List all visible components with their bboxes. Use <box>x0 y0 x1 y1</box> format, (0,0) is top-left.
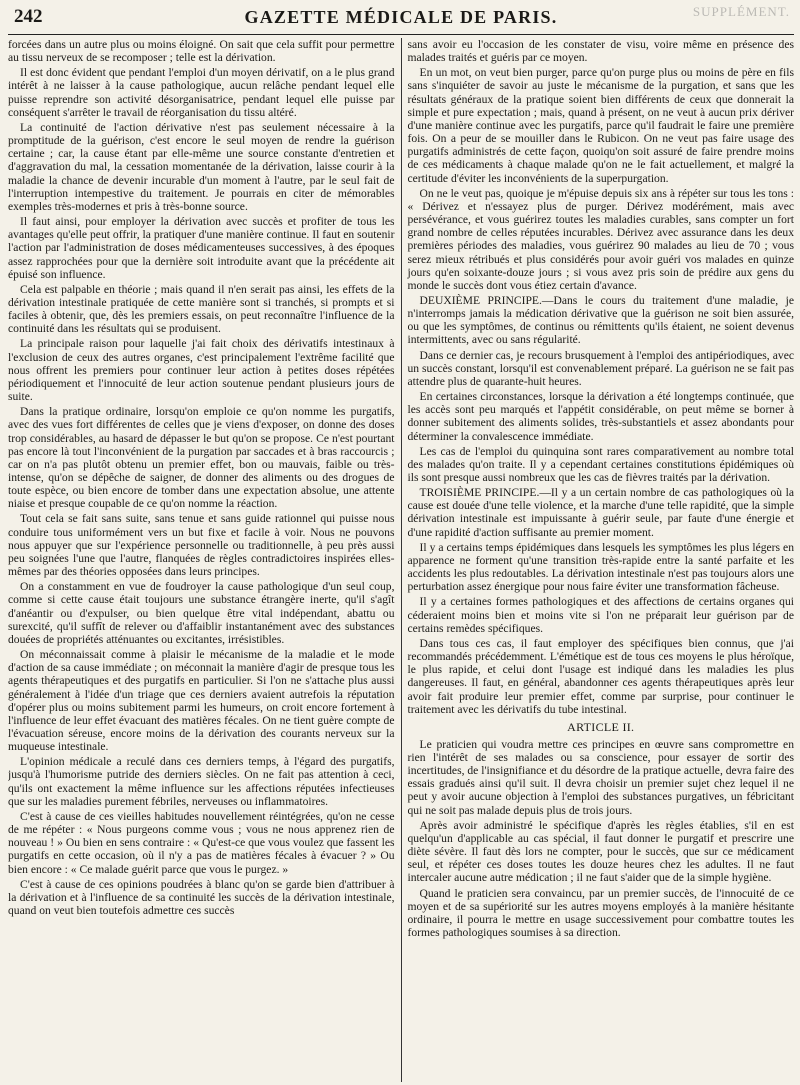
section-troisieme-principe: TROISIÈME PRINCIPE.—Il y a un certain nombre de cas pathologiques où la cause est douée d'une telle violence, et la marche d'une telle rapidité, que la simple dérivation intestinale est impuissante à guérir seule, par faute d'une énergie et d'une rapidité d'action suffisante au premier moment. <box>407 486 794 539</box>
paragraph: Il y a certaines formes pathologiques et des affections de certains organes qui céderaient moins bien et moins vite si l'on ne préparait leur guérison par de certains remèdes spécifiques. <box>407 595 794 635</box>
paragraph: On méconnaissait comme à plaisir le mécanisme de la maladie et le mode d'action de sa cause immédiate ; on méconnait la manière d'agir de presque tous les agents thérapeutiques et des purgatifs en particulier. Si l'on ne s'attache plus aussi généralement à l'idée d'un triage que ces derniers avaient autrefois la réputation d'opérer plus ou moins subitement parmi les humeurs, on croit encore fortement à l'influence de leur effet évacuant des matières fécales. On ne tient guère compte de l'évacuation séreuse, encore moins de la dérivation des courants nerveux sur la muqueuse intestinale. <box>8 648 395 754</box>
right-column <box>402 38 795 1082</box>
paragraph: Après avoir administré le spécifique d'après les règles établies, s'il en est quelqu'un d'applicable au cas spécial, il faut donner le purgatif et prescrire une diète sévère. Il faut dès lors ne compter, pour le succès, que sur ce médicament seul, et répéter ces doses toutes les douze heures chez les adultes. Il ne faut intercaler aucune autre médication ; il ne faut s'aider que de la simple hygiène. <box>407 818 794 885</box>
paragraph: Dans la pratique ordinaire, lorsqu'on emploie ce qu'on nomme les purgatifs, avec des vues fort différentes de celles que je viens d'exposer, on donne des doses trop considérables, au hasard de dépasser le but qu'on se propose. Ce n'est pourtant pas encore là tout l'inconvénient de la purgation par saccades et à bras raccourcis ; car on n'a pas plutôt obtenu un premier effet, bon ou mauvais, faible ou très-intense, qu'on se dépêche de saigner, de donner des aliments ou des drogues de toute espèce, ou bien encore de tomber dans une expectation absolue, une attente niaise et presque coupable de ce qu'on nomme la réaction. <box>8 405 395 511</box>
paragraph: La principale raison pour laquelle j'ai fait choix des dérivatifs intestinaux à l'exclusion de ceux des autres organes, c'est principalement l'extrême facilité que nous offrent les premiers pour continuer leur action à petites doses répétées périodiquement et l'innocuité de leur action soutenue pendant plusieurs jours de suite. <box>8 337 395 404</box>
article-heading: ARTICLE II. <box>567 719 635 734</box>
paragraph: L'opinion médicale a reculé dans ces derniers temps, à l'égard des purgatifs, jusqu'à l'humorisme putride des derniers siècles. On ne fait pas attention à ceci, qu'ils ont exactement la même influence sur les affections réputées infectieuses que sur les maladies purement fébriles, nerveuses ou inflammatoires. <box>8 755 395 808</box>
paragraph: C'est à cause de ces vieilles habitudes nouvellement réintégrées, qu'on ne cesse de me répéter : « Nous purgeons comme vous ; vous ne nous apprenez rien de nouveau ! » Ou bien en sens contraire : « Qu'est-ce que vous voulez que fassent les purgatifs en cette occasion, où il n'y a pas de matières fécales à évacuer ? » Ou bien encore : « Ce malade guérit parce que vous le purgez. » <box>8 809 395 876</box>
left-column <box>8 38 401 1082</box>
paragraph: Il est donc évident que pendant l'emploi d'un moyen dérivatif, on a le plus grand intérêt à ne laisser à la cause pathologique, aucun relâche pendant lequel elle puisse reprendre son activité désorganisatrice, pendant lequel elle puisse par conséquent s'arrêter le travail de réorganisation du tissu altéré. <box>8 66 395 119</box>
paragraph: En certaines circonstances, lorsque la dérivation a été longtemps continuée, que les accès sont peu marqués et l'appétit considérable, on peut même se borner à donner subitement des aliments solides, très-substantiels et assez abondants pour déterminer la convalescence immédiate. <box>407 390 794 443</box>
paragraph: Dans tous ces cas, il faut employer des spécifiques bien connus, que j'ai recommandés précédemment. L'émétique est de tous ces moyens le plus héroïque, le plus rapide, et celui dont l'usage est indiqué dans les maladies les plus dangereuses. Il faut, en général, abandonner ces agents thérapeutiques après leur avoir fait produire leur premier effet, comme par surprise, pour continuer le traitement avec les dérivatifs du tube intestinal. <box>407 636 794 716</box>
paragraph: On a constamment en vue de foudroyer la cause pathologique d'un seul coup, comme si cette cause était toujours une substance étrangère inerte, qu'il s'agît d'anéantir ou d'expulser, ou bien quelque être vital indépendant, abattu ou surexcité, qu'il suffît de relever ou d'affaiblir instantanément avec des substances douées de propriétés atténuantes ou excitantes, irrésistibles. <box>8 580 395 646</box>
paragraph: Le praticien qui voudra mettre ces principes en œuvre sans compromettre en rien l'intérêt de ses malades ou sa conscience, pour essayer de sortir des incertitudes, de l'insignifiance et du désordre de la pratique actuelle, devra faire des essais gradués ainsi qu'il suit. Il devra choisir un premier sujet chez lequel il ne peut y avoir aucune objection à l'emploi des substances purgatives, un fébricitant qui ne soit pas malade depuis plus de trois jours. <box>407 737 794 817</box>
paragraph: La continuité de l'action dérivative n'est pas seulement nécessaire à la promptitude de la guérison, c'est encore le seul moyen de rendre la guérison certaine ; car, la cause étant par elle-même une source constante d'entretien et d'aggravation du mal, la cessation momentanée de la dérivation, laisse courir à la maladie la chance de devenir incurable d'un moment à l'autre, par le seul fait de l'interruption intempestive du traitement. Je pourrais en citer de mémorables exemples très-modernes et pris à très-bonne source. <box>8 120 395 213</box>
running-head-showthrough: SUPPLÉMENT. <box>692 4 790 19</box>
paragraph: forcées dans un autre plus ou moins éloigné. On sait que cela suffit pour permettre au tissu nerveux de se recomposer ; telle est la dérivation. <box>8 38 395 65</box>
paragraph: Quand le praticien sera convaincu, par un premier succès, de l'innocuité de ce moyen et de sa supériorité sur les autres moyens employés à la manière hésitante ordinaire, il pourra le mettre en usage successivement pour combattre toutes les formes pathologiques soumises à sa direction. <box>407 886 794 939</box>
paragraph: En un mot, on veut bien purger, parce qu'on purge plus ou moins de père en fils sans s'inquiéter de savoir au juste le mécanisme de la purgation, et sans que les résultats généraux de la pratique soient bien différents de ceux que donnerait la simple et pure expectation ; mais, quand à présent, on ne veut à aucun prix dériver d'une manière continue avec les purgatifs, parce qu'il faudrait le faire une première fois. On a peur de se mouiller dans le Rubicon. On ne veut pas faire usage des purgatifs administrés de cette façon, quoiqu'on soit assuré de faire prendre moins de ces médicaments à chaque malade qu'on ne le fait actuellement, et malgré la certitude d'éviter les inconvénients de la superpurgation. <box>407 66 794 185</box>
paragraph: On ne le veut pas, quoique je m'épuise depuis six ans à répéter sur tous les tons : « Dérivez et n'essayez plus de purger. Dérivez modérément, mais avec persévérance, et vous guérirez toutes les maladies curables, sans compter un fort grand nombre de celles réputées incurables. Dérivez avec assurance dans les deux premières périodes des maladies, vous guérirez 90 malades au lieu de 70 ; vous serez mieux rétribués et plus considérés pour avoir guéri vos malades en quinze jours qu'en soixante-douze jours ; si vous avez pris soin de prédire aux gens du monde le succès dont vous étiez certain d'avance. <box>407 186 794 292</box>
page-header <box>8 0 794 35</box>
paragraph: C'est à cause de ces opinions poudrées à blanc qu'on se garde bien d'attribuer à la dérivation et à l'influence de sa continuité les succès de la dérivation intestinale, quand on veut bien toutefois admettre ces succès <box>8 877 395 917</box>
paragraph: Les cas de l'emploi du quinquina sont rares comparativement au nombre total des malades qu'on traite. Il y a cependant certaines constitutions épidémiques où ils sont presque aussi nombreux que les cas de fièvres traités par la dérivation. <box>407 444 794 484</box>
journal-title: GAZETTE MÉDICALE DE PARIS. <box>244 6 558 27</box>
paragraph: Il y a certains temps épidémiques dans lesquels les symptômes les plus légers en apparence ne forment qu'une transition très-rapide entre la santé parfaite et les accidents les plus redoutables. La dérivation intestinale n'est pas toujours alors une perturbation assez énergique pour nous faire éviter une transformation fâcheuse. <box>407 540 794 594</box>
paragraph: Dans ce dernier cas, je recours brusquement à l'emploi des antipériodiques, avec un succès constant, lorsqu'il est convenablement préparé. La guérison ne se fait pas attendre plus de quarante-huit heures. <box>407 348 794 388</box>
paragraph: sans avoir eu l'occasion de les constater de visu, voire même en présence des malades traités et guéris par ce moyen. <box>407 38 794 65</box>
page-number: 242 <box>14 6 43 27</box>
paragraph: Il faut ainsi, pour employer la dérivation avec succès et profiter de tous les avantages qu'elle peut offrir, la pratiquer d'une manière continue. Il faut en soutenir l'action par l'administration de doses médicamenteuses successives, à des époques assez rapprochées pour que la dernière soit introduite avant que la précédente ait épuisé son influence. <box>8 215 395 281</box>
paragraph: Cela est palpable en théorie ; mais quand il n'en serait pas ainsi, les effets de la dérivation intestinale pratiquée de cette manière sont si tranchés, si prompts et si faciles à obtenir, que, dès les premiers essais, on peut reconnaître l'influence de la continuité dans les résultats qui se produisent. <box>8 282 395 336</box>
section-deuxieme-principe: DEUXIÈME PRINCIPE.—Dans le cours du traitement d'une maladie, je n'interromps jamais la médication dérivative que la guérison ne soit bien assurée, ou que les symptômes, de continus ou rémittents qu'ils étaient, ne soient devenus intermittents, avec ou sans régularité. <box>407 293 794 347</box>
paragraph: Tout cela se fait sans suite, sans tenue et sans guide rationnel qui puisse nous conduire tous uniformément vers un but fixe et facile à voir. Nous ne pouvons nous appuyer que sur l'expérience personnelle ou traditionnelle, à peu près aussi peu soignées l'une que l'autre, flanquées de règles contradictoires inspirées elles-mêmes par des théories opposées dans leurs principes. <box>8 512 395 579</box>
text-columns <box>8 38 794 1082</box>
